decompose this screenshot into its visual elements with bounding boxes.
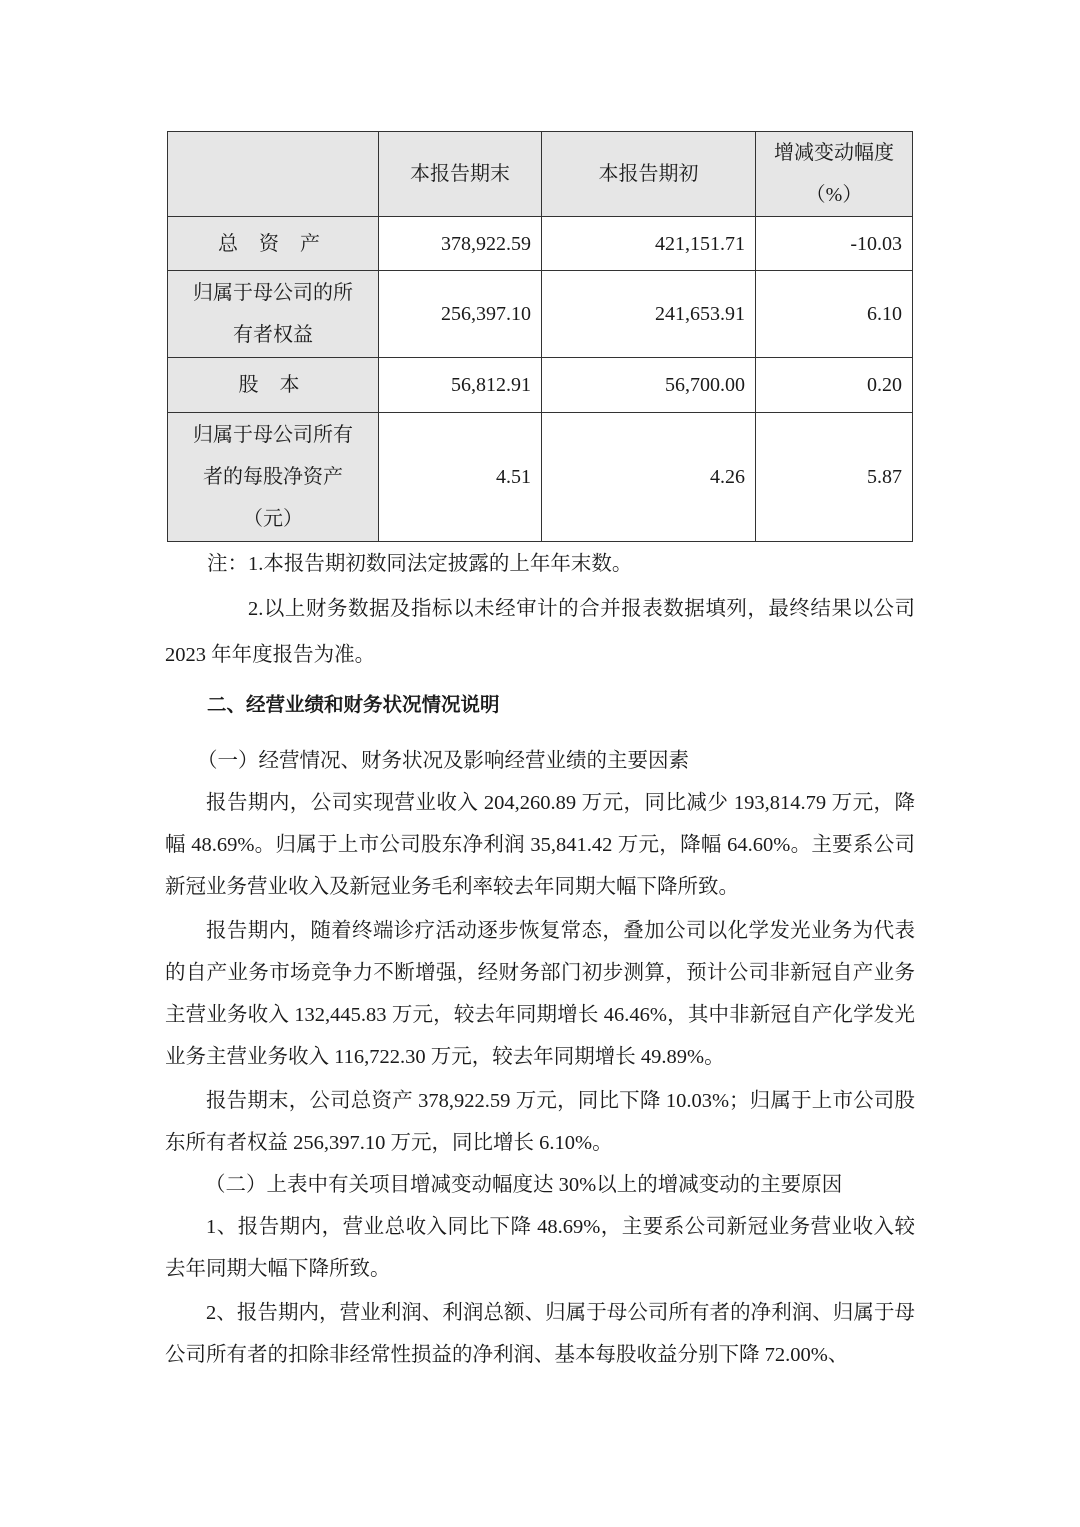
header-change-label: 增减变动幅度 [774,142,894,164]
table-note-1: 注：1.本报告期初数同法定披露的上年年末数。 [207,553,633,575]
cell-change: 6.10 [756,271,913,358]
cell-change: 0.20 [756,358,913,413]
table-row [168,413,913,542]
row-label: 归属于母公司的所 有者权益 [168,271,379,358]
paragraph-non-covid-business: 报告期内，随着终端诊疗活动逐步恢复常态，叠加公司以化学发光业务为代表的自产业务市场竞争力不断增强，经财务部门初步测算，预计公司非新冠自产业务主营业务收入 132,445.83 万元，较去年同期增长 46.46%，其中非新冠自产化学发光业务主营业务收入 116,722.30 万元，较去年同期增长 49.89%。 [165,920,915,1068]
row-label: 归属于母公司所有 者的每股净资产 （元） [168,413,379,542]
table-row [168,271,913,358]
cell-period-start: 4.26 [542,413,756,542]
row-label: 股 本 [168,358,379,413]
cell-change: 5.87 [756,413,913,542]
table-row [168,217,913,271]
header-change-unit: （%） [805,184,863,206]
cell-period-end: 56,812.91 [379,358,542,413]
table-row [168,358,913,413]
subsection-title-1: （一）经营情况、财务状况及影响经营业绩的主要因素 [197,750,689,772]
paragraph-assets: 报告期末，公司总资产 378,922.59 万元，同比下降 10.03%；归属于上市公司股东所有者权益 256,397.10 万元，同比增长 6.10%。 [165,1090,915,1154]
row-label: 总 资 产 [168,217,379,271]
financial-summary-table [167,131,913,542]
header-cell-change-pct [756,132,913,217]
cell-period-start: 421,151.71 [542,217,756,271]
header-cell-period-start: 本报告期初 [542,132,756,217]
table-note-2: 2.以上财务数据及指标以未经审计的合并报表数据填列，最终结果以公司 2023 年年度报告为准。 [165,598,915,666]
subsection-title-2: （二）上表中有关项目增减变动幅度达 30%以上的增减变动的主要原因 [205,1174,843,1196]
table-header-row [168,132,913,217]
paragraph-reason-2: 2、报告期内，营业利润、利润总额、归属于母公司所有者的净利润、归属于母公司所有者的扣除非经常性损益的净利润、基本每股收益分别下降 72.00%、 [165,1302,915,1366]
header-cell-blank [168,132,379,217]
cell-change: -10.03 [756,217,913,271]
paragraph-revenue: 报告期内，公司实现营业收入 204,260.89 万元，同比减少 193,814.79 万元，降幅 48.69%。归属于上市公司股东净利润 35,841.42 万元，降幅 64.60%。主要系公司新冠业务营业收入及新冠业务毛利率较去年同期大幅下降所致。 [165,792,915,898]
section-title: 二、经营业绩和财务状况情况说明 [207,693,500,716]
cell-period-end: 4.51 [379,413,542,542]
cell-period-end: 378,922.59 [379,217,542,271]
paragraph-reason-1: 1、报告期内，营业总收入同比下降 48.69%，主要系公司新冠业务营业收入较去年同期大幅下降所致。 [165,1216,915,1280]
cell-period-end: 256,397.10 [379,271,542,358]
cell-period-start: 241,653.91 [542,271,756,358]
cell-period-start: 56,700.00 [542,358,756,413]
header-cell-period-end: 本报告期末 [379,132,542,217]
